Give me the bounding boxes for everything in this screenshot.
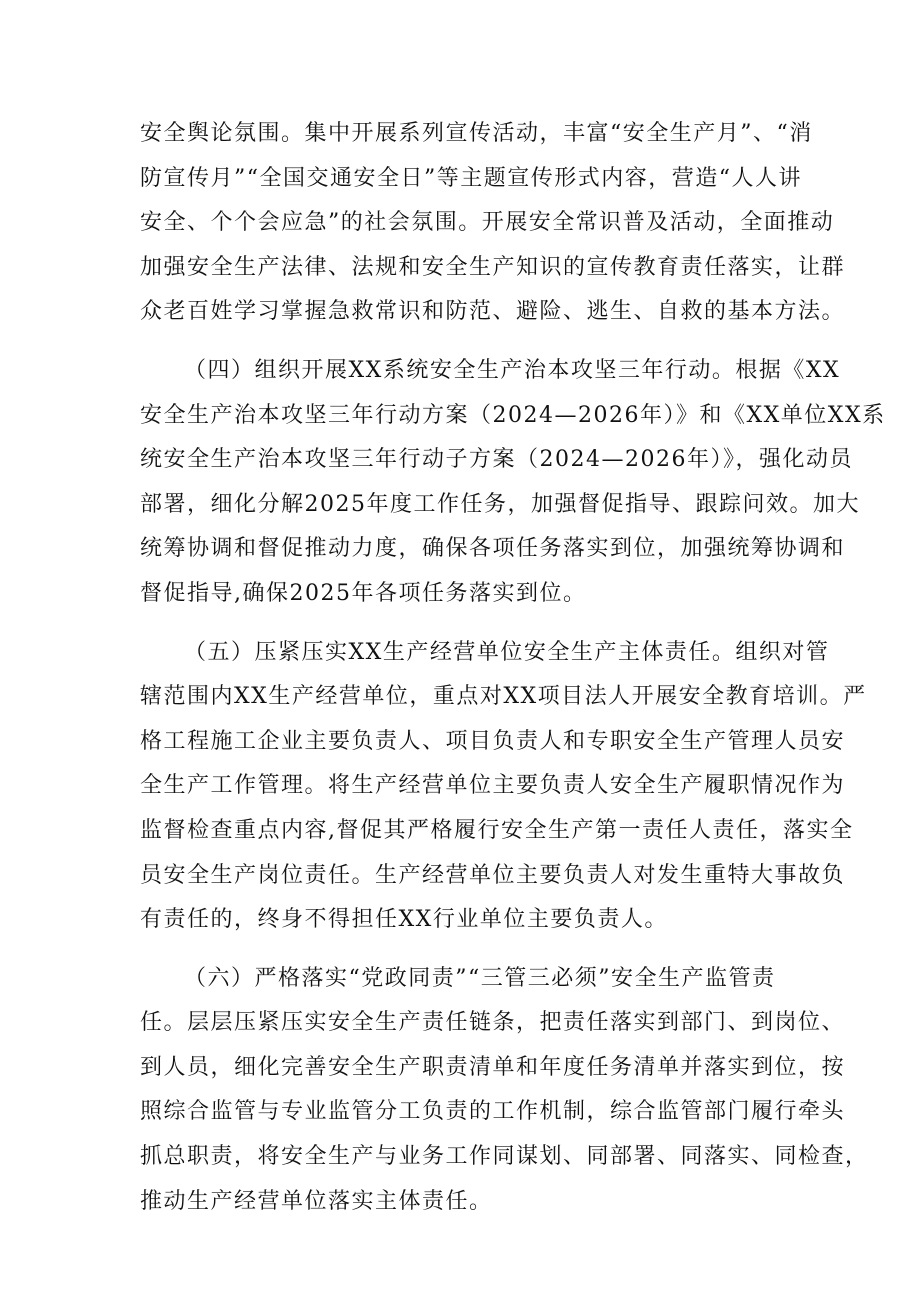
text-line: 督促指导,确保2025年各项任务落实到位。 xyxy=(140,580,587,606)
text-line: 安全、个个会应急”的社会氛围。开展安全常识普及活动，全面推动 xyxy=(140,210,835,236)
paragraph-section-four xyxy=(140,349,886,617)
text-line: 众老百姓学习掌握急救常识和防范、避险、逃生、自救的基本方法。 xyxy=(140,299,846,325)
document-body xyxy=(140,112,886,1224)
text-line: 照综合监管与专业监管分工负责的工作机制，综合监管部门履行牵头 xyxy=(140,1099,846,1125)
section-heading-line: （四）组织开展XX系统安全生产治本攻坚三年行动。根据《XX xyxy=(184,357,841,383)
text-line: 格工程施工企业主要负责人、项目负责人和专职安全生产管理人员安 xyxy=(140,728,846,754)
text-line: 任。层层压紧压实安全生产责任链条，把责任落实到部门、到岗位、 xyxy=(140,1010,846,1036)
text-line: 安全生产治本攻坚三年行动方案（2024—2026年）》和《XX单位XX系 xyxy=(140,402,886,428)
text-line: 到人员，细化完善安全生产职责清单和年度任务清单并落实到位，按 xyxy=(140,1054,846,1080)
paragraph-section-five xyxy=(140,631,867,943)
text-line: 推动生产经营单位落实主体责任。 xyxy=(140,1188,493,1214)
text-line: 统安全生产治本攻坚三年行动子方案（2024—2026年）》，强化动员 xyxy=(140,447,853,473)
paragraph-section-six xyxy=(140,957,869,1225)
paragraph-gap xyxy=(140,335,800,349)
paragraph-gap xyxy=(140,943,800,957)
text-line: 加强安全生产法律、法规和安全生产知识的宣传教育责任落实，让群 xyxy=(140,254,846,280)
text-line: 辖范围内XX生产经营单位，重点对XX项目法人开展安全教育培训。严 xyxy=(140,684,867,710)
text-line: 防宣传月”“全国交通安全日”等主题宣传形式内容，营造“人人讲 xyxy=(140,165,802,191)
text-line: 有责任的，终身不得担任XX行业单位主要负责人。 xyxy=(140,907,668,933)
text-line: 员安全生产岗位责任。生产经营单位主要负责人对发生重特大事故负 xyxy=(140,862,846,888)
paragraph-gap xyxy=(140,617,800,631)
text-line: 部署，细化分解2025年度工作任务，加强督促指导、跟踪问效。加大 xyxy=(140,491,860,517)
section-heading-line: （五）压紧压实XX生产经营单位安全生产主体责任。组织对管 xyxy=(184,639,830,665)
paragraph-publicity xyxy=(140,112,846,335)
text-line: 抓总职责，将安全生产与业务工作同谋划、同部署、同落实、同检查， xyxy=(140,1144,869,1170)
section-heading-line: （六）严格落实“党政同责”“三管三必须”安全生产监管责 xyxy=(184,965,776,991)
text-line: 监督检查重点内容,督促其严格履行安全生产第一责任人责任，落实全 xyxy=(140,817,854,843)
text-line: 统筹协调和督促推动力度，确保各项任务落实到位，加强统筹协调和 xyxy=(140,536,846,562)
text-line: 安全舆论氛围。集中开展系列宣传活动，丰富“安全生产月”、“消 xyxy=(140,121,813,146)
text-line: 全生产工作管理。将生产经营单位主要负责人安全生产履职情况作为 xyxy=(140,773,846,799)
